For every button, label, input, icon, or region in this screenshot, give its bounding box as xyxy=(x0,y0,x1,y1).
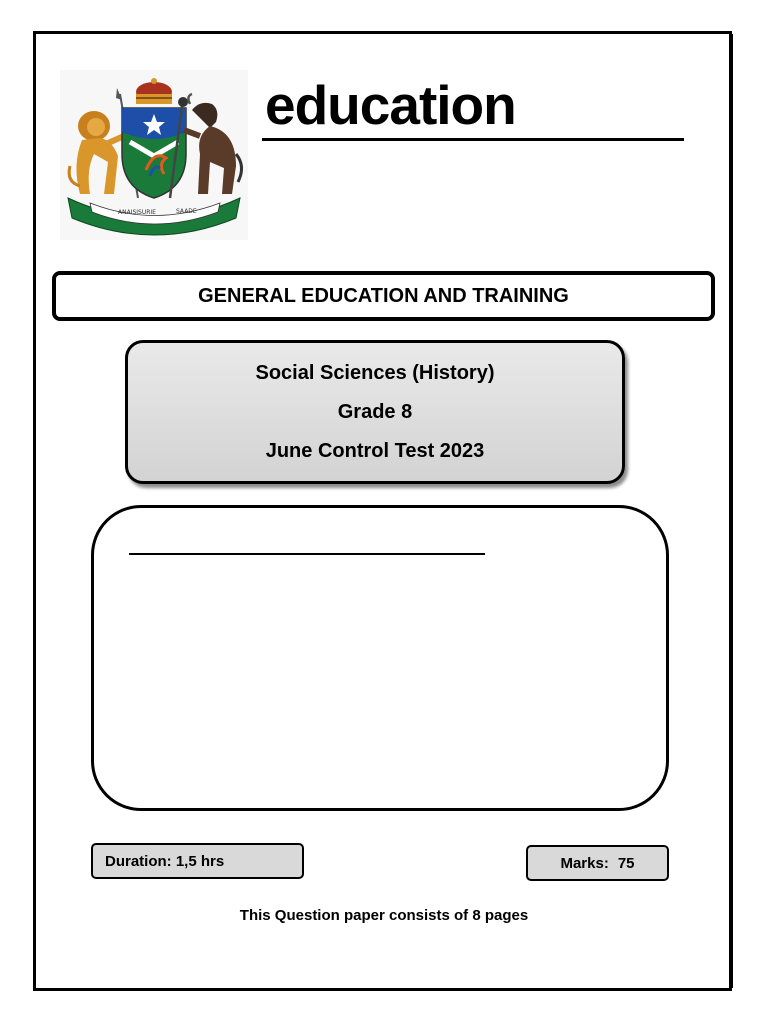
subject-panel xyxy=(125,340,625,484)
coat-of-arms-logo xyxy=(60,70,248,240)
marks-value: 75 xyxy=(617,854,635,872)
phase-banner xyxy=(52,271,715,321)
motto-right-text: SAADE xyxy=(176,208,197,215)
duration-box xyxy=(91,843,304,879)
learner-details-box xyxy=(91,505,669,811)
grade-label: Grade 8 xyxy=(337,400,413,423)
test-name: June Control Test 2023 xyxy=(265,439,485,462)
marks-label: Marks: xyxy=(560,854,609,872)
duration-text: Duration: 1,5 hrs xyxy=(105,852,225,870)
page-count-note: This Question paper consists of 8 pages xyxy=(239,907,529,924)
marks-box xyxy=(526,845,669,881)
subject-title: Social Sciences (History) xyxy=(255,361,495,384)
motto-left-text: ANAISISURIE xyxy=(118,209,156,216)
header-underline xyxy=(262,138,684,141)
education-header: education xyxy=(265,74,516,136)
phase-label: GENERAL EDUCATION AND TRAINING xyxy=(198,284,569,307)
name-write-line[interactable] xyxy=(129,553,485,555)
